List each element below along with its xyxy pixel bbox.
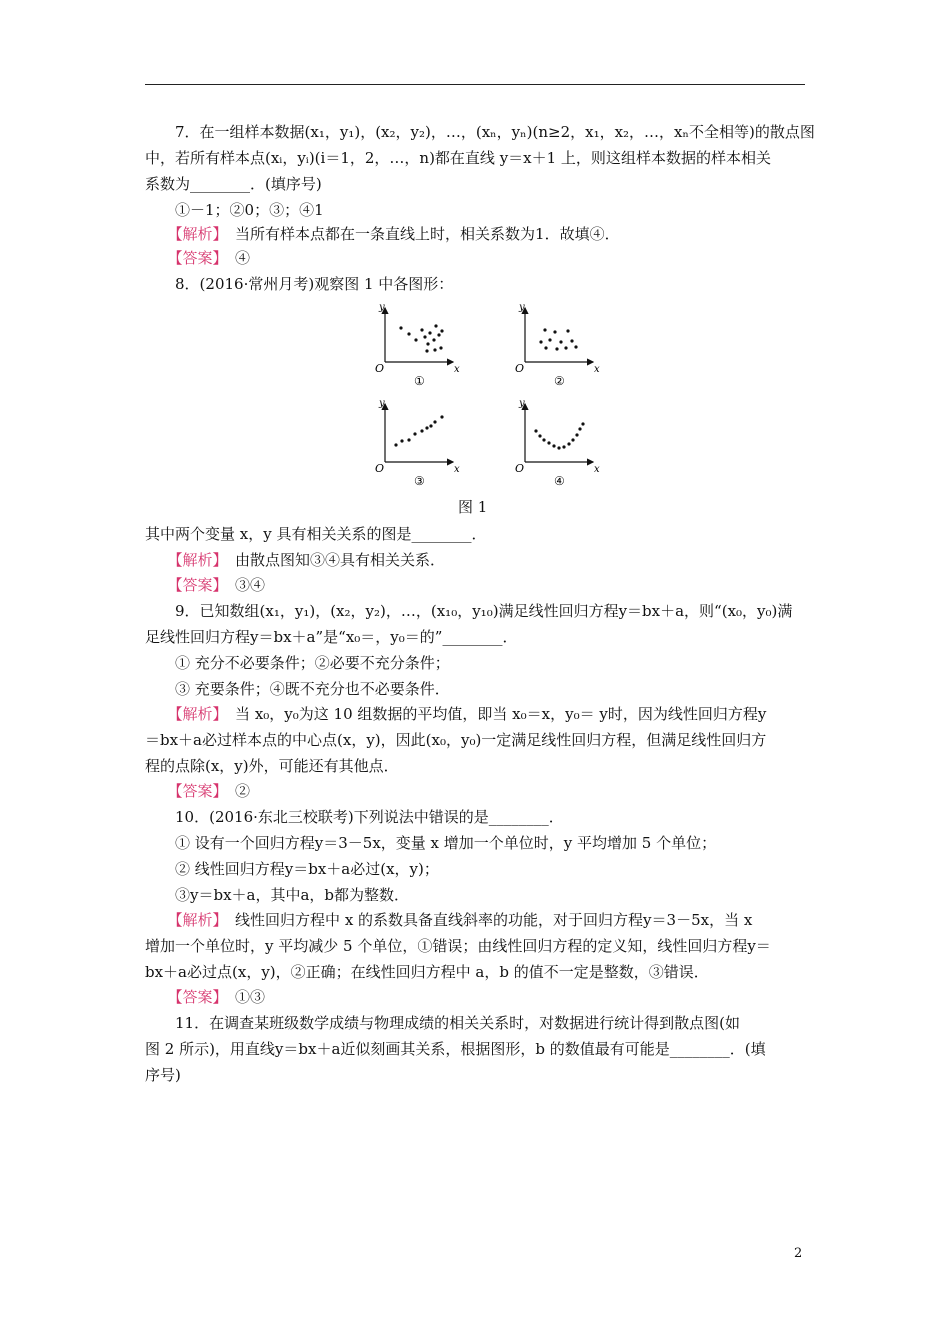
q11-line1: 11．在调查某班级数学成绩与物理成绩的相关关系时，对数据进行统计得到散点图(如: [145, 1014, 740, 1032]
q10-analysis-3: bx＋a必过点(x，y)，②正确；在线性回归方程中 a，b 的值不一定是整数，③错误．: [145, 963, 709, 981]
x-axis-label: x: [594, 364, 600, 375]
q8-analysis: [145, 550, 810, 570]
q9-options-1: ① 充分不必要条件；②必要不充分条件；: [145, 654, 450, 672]
q10-analysis-1: [145, 910, 810, 930]
panel-label-3: ③: [414, 474, 425, 488]
q8-line1: 8．(2016·常州月考)观察图 1 中各图形：: [145, 275, 454, 293]
q9-line2: 足线性回归方程y＝bx＋a”是“x₀＝，y₀＝的”________．: [145, 628, 518, 646]
q8-answer-text: ③④: [235, 576, 266, 594]
answer-tag: 【答案】: [175, 576, 221, 594]
q10-answer-text: ①③: [235, 988, 266, 1006]
answer-tag: 【答案】: [175, 988, 221, 1006]
analysis-tag: 【解析】: [175, 551, 221, 569]
scatter-panel-1: [375, 302, 460, 388]
scatter-figure-1: [365, 300, 605, 495]
scatter-panel-2: [515, 302, 600, 388]
q10-answer: [145, 987, 810, 1007]
q10-option-3: ③y＝bx＋a，其中a，b都为整数．: [145, 886, 410, 904]
q8-answer: [145, 575, 810, 595]
origin-label: O: [515, 462, 525, 475]
q9-options-2: ③ 充要条件；④既不充分也不必要条件．: [145, 680, 450, 698]
q9-answer-text: ②: [235, 782, 251, 800]
q7-analysis: [145, 224, 810, 244]
q10-option-1: ① 设有一个回归方程y＝3－5x，变量 x 增加一个单位时，y 平均增加 5 个单位；: [145, 834, 717, 852]
q10-line1: 10．(2016·东北三校联考)下列说法中错误的是________．: [145, 808, 564, 826]
q7-line3: 系数为________．(填序号): [145, 175, 322, 193]
q11-line3: 序号): [145, 1066, 181, 1084]
analysis-tag: 【解析】: [175, 705, 221, 723]
q9-analysis-3: 程的点除(x，y)外，可能还有其他点．: [145, 757, 399, 775]
answer-tag: 【答案】: [175, 249, 221, 267]
x-axis-label: x: [594, 464, 600, 475]
panel-label-1: ①: [414, 374, 425, 388]
scatter-panel-4: [515, 398, 600, 488]
figure-caption: 图 1: [458, 498, 488, 516]
x-axis-label: x: [454, 364, 460, 375]
page-number: 2: [794, 1246, 803, 1261]
q8-question: 其中两个变量 x，y 具有相关关系的图是________．: [145, 525, 487, 543]
q7-answer: [145, 248, 810, 268]
q9-answer: [145, 781, 810, 801]
header-rule: [145, 84, 805, 85]
q9-analysis-text-1: 当 x₀，y₀为这 10 组数据的平均值，即当 x₀＝x，y₀＝ y时，因为线性回归方程y: [235, 705, 767, 723]
y-axis-label: y: [379, 398, 385, 409]
panel-label-4: ④: [554, 474, 565, 488]
q7-options: ①－1；②0；③；④1: [145, 201, 324, 219]
q9-analysis-1: [145, 704, 810, 724]
q10-option-2: ② 线性回归方程y＝bx＋a必过(x，y)；: [145, 860, 439, 878]
y-axis-label: y: [519, 302, 525, 313]
q8-analysis-text: 由散点图知③④具有相关关系．: [235, 551, 446, 569]
origin-label: O: [515, 362, 525, 375]
q10-analysis-2: 增加一个单位时，y 平均减少 5 个单位，①错误；由线性回归方程的定义知，线性回归方程y＝: [145, 937, 771, 955]
q11-line2: 图 2 所示)，用直线y＝bx＋a近似刻画其关系，根据图形，b 的数值最有可能是________．(填: [145, 1040, 766, 1058]
origin-label: O: [375, 462, 385, 475]
q7-analysis-text: 当所有样本点都在一条直线上时，相关系数为1．故填④．: [235, 225, 620, 243]
q7-line2: 中，若所有样本点(xᵢ，yᵢ)(i＝1，2，…，n)都在直线 y＝x＋1 上，则这组样本数据的样本相关: [145, 149, 771, 167]
q9-line1: 9．已知数组(x₁，y₁)，(x₂，y₂)，…，(x₁₀，y₁₀)满足线性回归方程y＝bx＋a，则“(x₀，y₀)满: [145, 602, 793, 620]
q7-answer-text: ④: [235, 249, 251, 267]
scatter-panel-3: [375, 398, 460, 488]
origin-label: O: [375, 362, 385, 375]
analysis-tag: 【解析】: [175, 911, 221, 929]
answer-tag: 【答案】: [175, 782, 221, 800]
x-axis-label: x: [454, 464, 460, 475]
q9-analysis-2: ＝bx＋a必过样本点的中心点(x，y)，因此(x₀，y₀)一定满足线性回归方程，但满足线性回归方: [145, 731, 767, 749]
analysis-tag: 【解析】: [175, 225, 221, 243]
y-axis-label: y: [519, 398, 525, 409]
q7-line1: 7．在一组样本数据(x₁，y₁)，(x₂，y₂)，…，(xₙ，yₙ)(n≥2，x₁，x₂，…，xₙ不全相等)的散点图: [145, 123, 815, 141]
y-axis-label: y: [379, 302, 385, 313]
panel-label-2: ②: [554, 374, 565, 388]
q10-analysis-text-1: 线性回归方程中 x 的系数具备直线斜率的功能，对于回归方程y＝3－5x，当 x: [235, 911, 753, 929]
